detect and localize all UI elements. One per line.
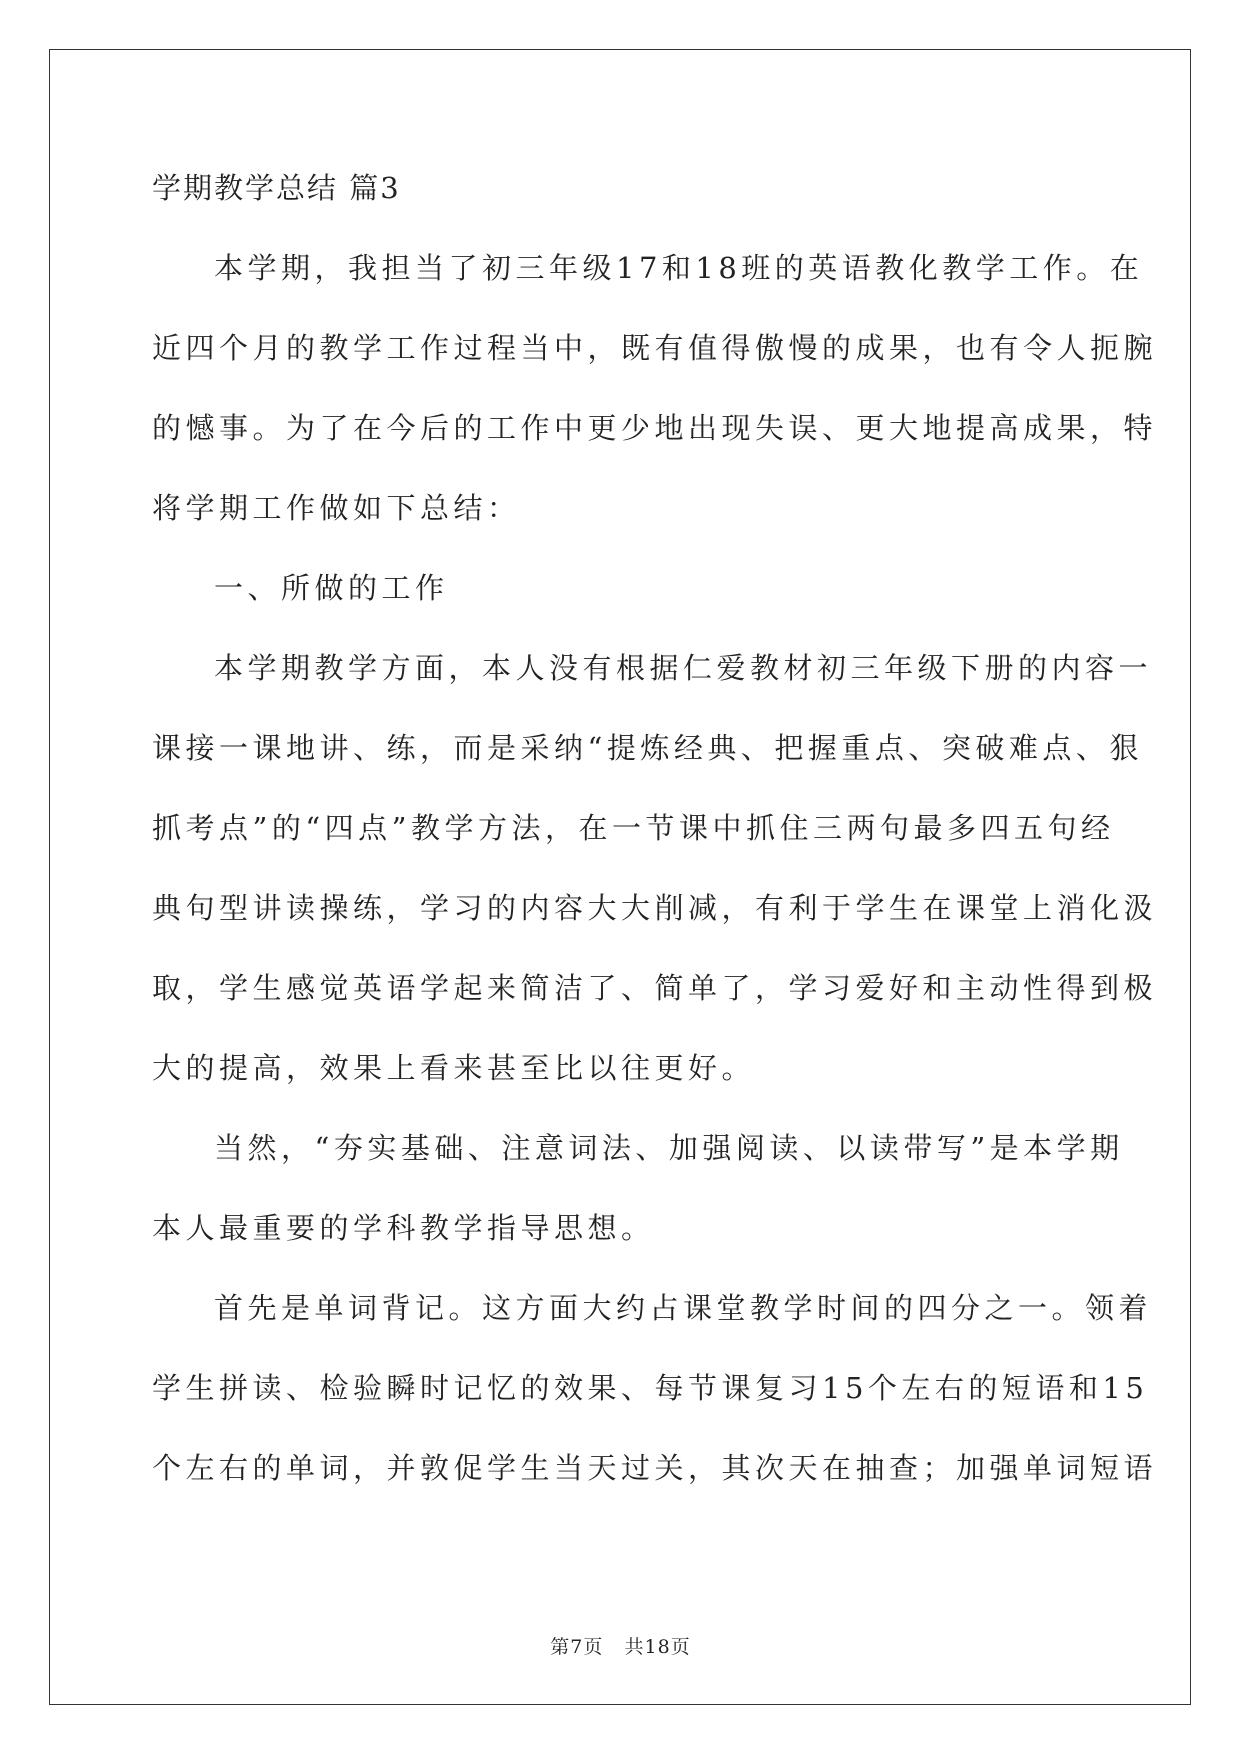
document-body	[152, 148, 1158, 1508]
page-footer	[0, 1632, 1241, 1659]
text-line: 首先是单词背记。这方面大约占课堂教学时间的四分之一。领着	[214, 1291, 1153, 1325]
section-heading	[152, 548, 1090, 628]
text-line: 大的提高，效果上看来甚至比以往更好。	[152, 1051, 756, 1085]
page-total: 共18页	[624, 1636, 691, 1658]
text-line: 学生拼读、检验瞬时记忆的效果、每节课复习15个左右的短语和15	[152, 1371, 1149, 1405]
text-line: 本学期，我担当了初三年级17和18班的英语教化教学工作。在	[214, 251, 1144, 285]
text-line: 本人最重要的学科教学指导思想。	[152, 1211, 655, 1245]
text-line: 当然，“夯实基础、注意词法、加强阅读、以读带写”是本学期	[214, 1131, 1124, 1165]
text-line: 将学期工作做如下总结：	[152, 491, 521, 525]
text-line: 课接一课地讲、练，而是采纳“提炼经典、把握重点、突破难点、狠	[152, 731, 1143, 765]
text-line: 的憾事。为了在今后的工作中更少地出现失误、更大地提高成果，特	[152, 411, 1158, 445]
text-line: 取，学生感觉英语学起来简洁了、简单了，学习爱好和主动性得到极	[152, 971, 1158, 1005]
text-line: 近四个月的教学工作过程当中，既有值得傲慢的成果，也有令人扼腕	[152, 331, 1158, 365]
text-line: 一、所做的工作	[214, 571, 449, 605]
paragraph	[152, 1108, 1124, 1268]
paragraph	[152, 628, 1158, 1108]
text-line: 个左右的单词，并敦促学生当天过关，其次天在抽查；加强单词短语	[152, 1451, 1158, 1485]
text-line: 抓考点”的“四点”教学方法，在一节课中抓住三两句最多四五句经	[152, 811, 1115, 845]
text-line: 本学期教学方面，本人没有根据仁爱教材初三年级下册的内容一	[214, 651, 1153, 685]
page-number: 第7页	[550, 1636, 604, 1658]
paragraph	[152, 1268, 1158, 1508]
document-heading: 学期教学总结 篇3	[152, 171, 401, 205]
text-line: 典句型讲读操练，学习的内容大大削减，有利于学生在课堂上消化汲	[152, 891, 1158, 925]
paragraph	[152, 228, 1158, 548]
